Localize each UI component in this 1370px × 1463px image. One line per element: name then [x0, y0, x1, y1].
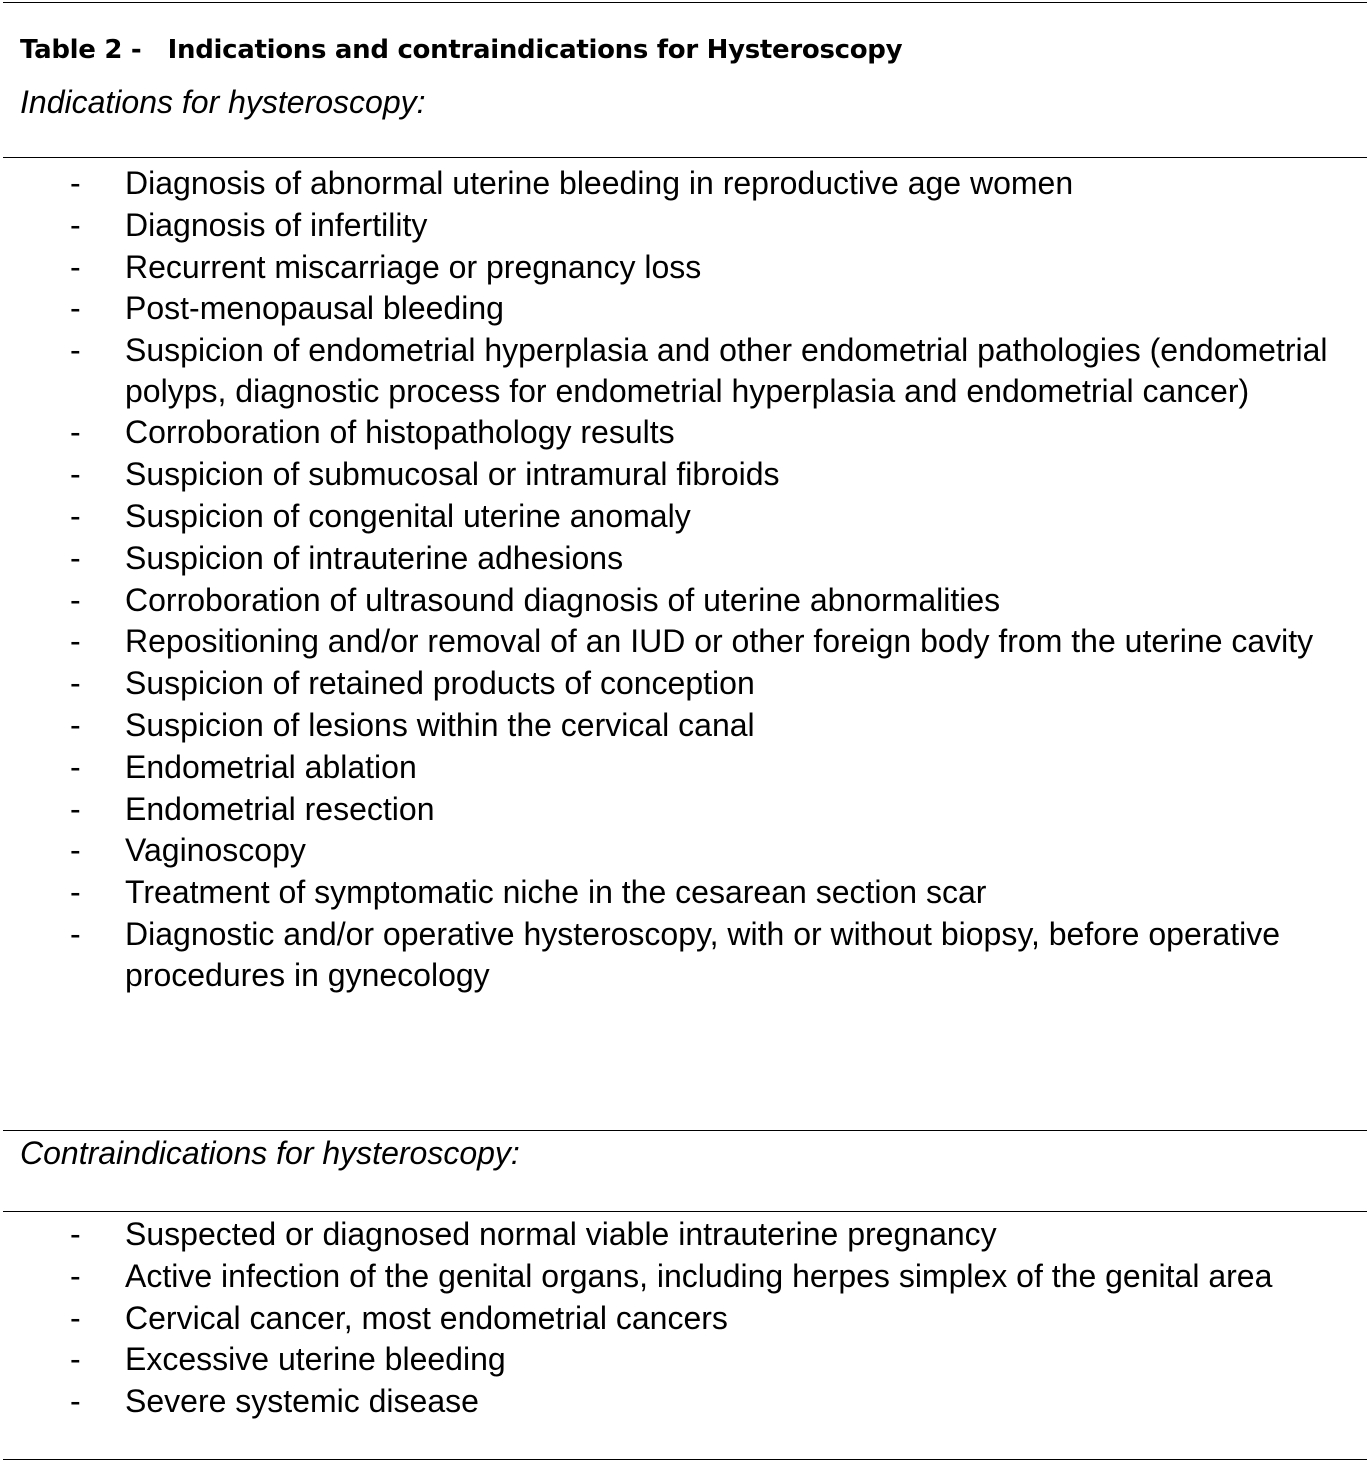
bottom-rule: [3, 1459, 1367, 1460]
list-item: [0, 872, 1345, 913]
item-text: Suspicion of endometrial hyperplasia and other endometrial pathologies (endometrial polyps, diagnostic process for endometrial hyperplasia and endometrial cancer): [125, 332, 1328, 409]
item-text: Corroboration of histopathology results: [125, 414, 675, 451]
dash-bullet: -: [70, 1299, 81, 1336]
dash-bullet: -: [70, 1383, 81, 1420]
list-item: [0, 830, 1345, 871]
dash-bullet: -: [70, 165, 81, 201]
item-text: Active infection of the genital organs, including herpes simplex of the genital area: [125, 1257, 1273, 1294]
dash-bullet: -: [70, 832, 81, 869]
list-item: [0, 1339, 1345, 1380]
item-text: Endometrial ablation: [125, 748, 417, 785]
dash-bullet: -: [70, 206, 81, 243]
contraindications-list: [0, 1214, 1345, 1423]
list-item: [0, 205, 1345, 246]
list-item: [0, 914, 1345, 995]
list-item: [0, 580, 1345, 621]
list-item: [0, 789, 1345, 830]
item-text: Suspected or diagnosed normal viable intrauterine pregnancy: [125, 1216, 997, 1252]
list-item: [0, 412, 1345, 453]
list-item: [0, 1214, 1345, 1255]
item-text: Vaginoscopy: [125, 832, 306, 869]
contraindications-heading: Contraindications for hysteroscopy:: [20, 1135, 520, 1171]
item-text: Recurrent miscarriage or pregnancy loss: [125, 248, 702, 285]
item-text: Diagnosis of infertility: [125, 206, 428, 243]
table-title: Table 2 - Indications and contraindications for Hysteroscopy: [20, 35, 903, 65]
dash-bullet: -: [70, 1216, 81, 1252]
dash-bullet: -: [70, 290, 81, 327]
dash-bullet: -: [70, 707, 81, 744]
list-item: [0, 705, 1345, 746]
list-item: [0, 454, 1345, 495]
item-text: Cervical cancer, most endometrial cancers: [125, 1299, 728, 1336]
list-item: [0, 1298, 1345, 1339]
top-rule: [3, 2, 1367, 3]
item-text: Treatment of symptomatic niche in the cesarean section scar: [125, 874, 987, 911]
item-text: Diagnosis of abnormal uterine bleeding in reproductive age women: [125, 165, 1074, 201]
list-item: [0, 663, 1345, 704]
dash-bullet: -: [70, 748, 81, 785]
item-text: Suspicion of retained products of conception: [125, 665, 755, 702]
item-text: Suspicion of submucosal or intramural fibroids: [125, 456, 780, 493]
item-text: Diagnostic and/or operative hysteroscopy, with or without biopsy, before operative procedures in gynecology: [125, 916, 1280, 993]
list-item: [0, 247, 1345, 288]
item-text: Excessive uterine bleeding: [125, 1341, 506, 1378]
dash-bullet: -: [70, 414, 81, 451]
item-text: Severe systemic disease: [125, 1383, 479, 1420]
item-text: Repositioning and/or removal of an IUD or other foreign body from the uterine cavity: [125, 623, 1314, 660]
contraindications-top-rule: [3, 1130, 1367, 1131]
indications-heading: Indications for hysteroscopy:: [20, 84, 426, 120]
indications-heading-rule: [3, 157, 1367, 158]
dash-bullet: -: [70, 1257, 81, 1294]
list-item: [0, 288, 1345, 329]
dash-bullet: -: [70, 332, 81, 369]
dash-bullet: -: [70, 539, 81, 576]
item-text: Post-menopausal bleeding: [125, 290, 504, 327]
dash-bullet: -: [70, 581, 81, 618]
item-text: Endometrial resection: [125, 790, 435, 827]
list-item: [0, 330, 1345, 411]
item-text: Suspicion of congenital uterine anomaly: [125, 498, 691, 535]
dash-bullet: -: [70, 456, 81, 493]
item-text: Corroboration of ultrasound diagnosis of uterine abnormalities: [125, 581, 1001, 618]
indications-list: [0, 163, 1345, 996]
dash-bullet: -: [70, 623, 81, 660]
dash-bullet: -: [70, 874, 81, 911]
list-item: [0, 163, 1345, 204]
dash-bullet: -: [70, 665, 81, 702]
item-text: Suspicion of lesions within the cervical canal: [125, 707, 755, 744]
item-text: Suspicion of intrauterine adhesions: [125, 539, 624, 576]
list-item: [0, 747, 1345, 788]
list-item: [0, 1256, 1345, 1297]
dash-bullet: -: [70, 1341, 81, 1378]
dash-bullet: -: [70, 248, 81, 285]
list-item: [0, 1381, 1345, 1422]
dash-bullet: -: [70, 498, 81, 535]
list-item: [0, 621, 1345, 662]
dash-bullet: -: [70, 790, 81, 827]
list-item: [0, 496, 1345, 537]
dash-bullet: -: [70, 916, 81, 953]
contraindications-heading-rule: [3, 1211, 1367, 1212]
list-item: [0, 538, 1345, 579]
